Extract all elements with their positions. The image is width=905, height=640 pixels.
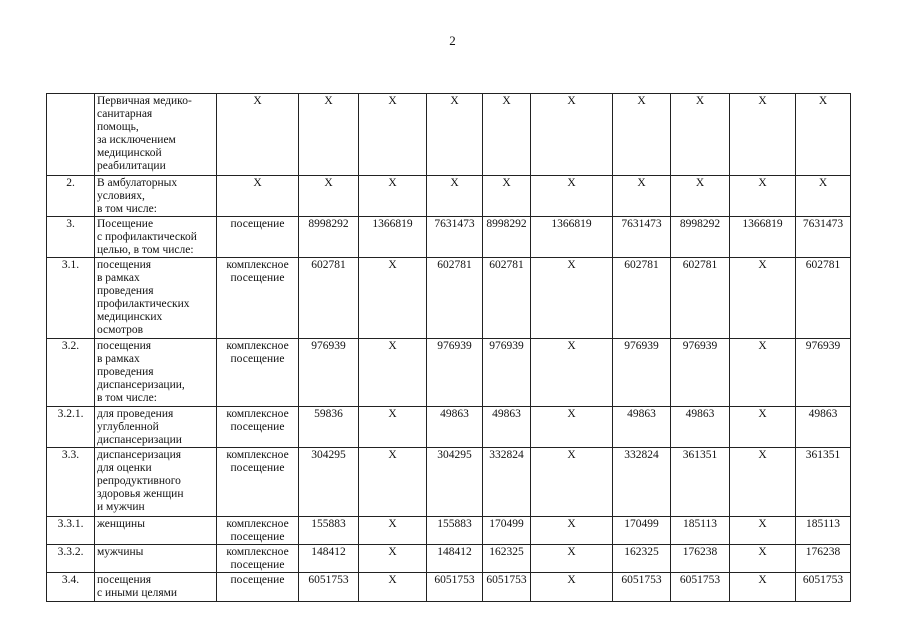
value-cell: 602781: [299, 258, 359, 339]
row-number: 2.: [47, 176, 95, 217]
table-row: [47, 217, 851, 258]
value-cell: 361351: [796, 448, 851, 517]
value-cell: 162325: [613, 545, 671, 573]
value-cell: Х: [531, 258, 613, 339]
value-cell: Х: [359, 407, 427, 448]
value-cell: Х: [359, 517, 427, 545]
row-number: 3.3.: [47, 448, 95, 517]
table-row: [47, 176, 851, 217]
value-cell: 602781: [483, 258, 531, 339]
value-cell: 148412: [299, 545, 359, 573]
row-name: посещения в рамках проведения диспансеризации, в том числе:: [95, 339, 217, 407]
value-cell: 49863: [796, 407, 851, 448]
value-cell: 6051753: [671, 573, 730, 602]
value-cell: 49863: [427, 407, 483, 448]
value-cell: Х: [531, 448, 613, 517]
value-cell: 6051753: [483, 573, 531, 602]
row-number: 3.4.: [47, 573, 95, 602]
row-name: диспансеризация для оценки репродуктивного здоровья женщин и мужчин: [95, 448, 217, 517]
table-row: [47, 517, 851, 545]
value-cell: 170499: [613, 517, 671, 545]
value-cell: Х: [671, 94, 730, 176]
row-number: 3.3.1.: [47, 517, 95, 545]
value-cell: 6051753: [796, 573, 851, 602]
row-name: для проведения углубленной диспансеризации: [95, 407, 217, 448]
row-number: 3.2.1.: [47, 407, 95, 448]
value-cell: 155883: [299, 517, 359, 545]
value-cell: Х: [730, 517, 796, 545]
value-cell: 185113: [671, 517, 730, 545]
value-cell: 6051753: [613, 573, 671, 602]
value-cell: Х: [730, 94, 796, 176]
value-cell: 332824: [483, 448, 531, 517]
value-cell: 49863: [613, 407, 671, 448]
value-cell: Х: [531, 517, 613, 545]
value-cell: 8998292: [483, 217, 531, 258]
value-cell: Х: [427, 94, 483, 176]
row-number: 3.2.: [47, 339, 95, 407]
table-row: [47, 94, 851, 176]
value-cell: 176238: [671, 545, 730, 573]
value-cell: Х: [730, 448, 796, 517]
value-cell: 976939: [613, 339, 671, 407]
value-cell: Х: [483, 94, 531, 176]
value-cell: 976939: [483, 339, 531, 407]
value-cell: Х: [730, 573, 796, 602]
value-cell: Х: [730, 176, 796, 217]
value-cell: 976939: [796, 339, 851, 407]
value-cell: Х: [531, 94, 613, 176]
value-cell: 332824: [613, 448, 671, 517]
value-cell: Х: [613, 94, 671, 176]
value-cell: Х: [427, 176, 483, 217]
data-table: [46, 93, 851, 602]
unit-cell: Х: [217, 176, 299, 217]
value-cell: Х: [359, 573, 427, 602]
value-cell: 59836: [299, 407, 359, 448]
value-cell: 148412: [427, 545, 483, 573]
unit-cell: комплексное посещение: [217, 407, 299, 448]
value-cell: Х: [359, 258, 427, 339]
value-cell: Х: [796, 94, 851, 176]
value-cell: 602781: [796, 258, 851, 339]
value-cell: 185113: [796, 517, 851, 545]
table-row: [47, 448, 851, 517]
table-row: [47, 545, 851, 573]
table-row: [47, 407, 851, 448]
unit-cell: посещение: [217, 217, 299, 258]
unit-cell: комплексное посещение: [217, 339, 299, 407]
value-cell: 170499: [483, 517, 531, 545]
value-cell: 976939: [427, 339, 483, 407]
value-cell: Х: [531, 176, 613, 217]
value-cell: 49863: [671, 407, 730, 448]
value-cell: 7631473: [427, 217, 483, 258]
value-cell: 49863: [483, 407, 531, 448]
value-cell: Х: [531, 407, 613, 448]
value-cell: 1366819: [730, 217, 796, 258]
unit-cell: комплексное посещение: [217, 258, 299, 339]
value-cell: Х: [359, 94, 427, 176]
row-number: 3.: [47, 217, 95, 258]
table-row: [47, 258, 851, 339]
row-number: 3.3.2.: [47, 545, 95, 573]
value-cell: Х: [671, 176, 730, 217]
unit-cell: Х: [217, 94, 299, 176]
table-body: [47, 94, 851, 602]
value-cell: 6051753: [427, 573, 483, 602]
unit-cell: комплексное посещение: [217, 545, 299, 573]
value-cell: 602781: [671, 258, 730, 339]
value-cell: 976939: [671, 339, 730, 407]
value-cell: 7631473: [613, 217, 671, 258]
row-name: В амбулаторных условиях, в том числе:: [95, 176, 217, 217]
page-number: 2: [449, 33, 456, 48]
row-name: посещения с иными целями: [95, 573, 217, 602]
value-cell: Х: [531, 573, 613, 602]
unit-cell: комплексное посещение: [217, 448, 299, 517]
value-cell: 8998292: [299, 217, 359, 258]
value-cell: Х: [359, 448, 427, 517]
table-row: [47, 573, 851, 602]
value-cell: Х: [359, 176, 427, 217]
value-cell: 602781: [427, 258, 483, 339]
value-cell: Х: [730, 339, 796, 407]
value-cell: 8998292: [671, 217, 730, 258]
row-number: [47, 94, 95, 176]
value-cell: Х: [730, 258, 796, 339]
value-cell: 304295: [299, 448, 359, 517]
value-cell: Х: [730, 545, 796, 573]
value-cell: 155883: [427, 517, 483, 545]
table-row: [47, 339, 851, 407]
row-name: Посещение с профилактической целью, в том числе:: [95, 217, 217, 258]
value-cell: Х: [613, 176, 671, 217]
row-name: Первичная медико- санитарная помощь, за исключением медицинской реабилитации: [95, 94, 217, 176]
value-cell: Х: [531, 545, 613, 573]
value-cell: Х: [730, 407, 796, 448]
value-cell: 304295: [427, 448, 483, 517]
value-cell: Х: [796, 176, 851, 217]
value-cell: 361351: [671, 448, 730, 517]
value-cell: 162325: [483, 545, 531, 573]
row-name: женщины: [95, 517, 217, 545]
value-cell: 1366819: [531, 217, 613, 258]
value-cell: 6051753: [299, 573, 359, 602]
value-cell: Х: [483, 176, 531, 217]
row-name: мужчины: [95, 545, 217, 573]
value-cell: 602781: [613, 258, 671, 339]
value-cell: 7631473: [796, 217, 851, 258]
value-cell: 176238: [796, 545, 851, 573]
unit-cell: комплексное посещение: [217, 517, 299, 545]
value-cell: Х: [359, 339, 427, 407]
unit-cell: посещение: [217, 573, 299, 602]
value-cell: Х: [359, 545, 427, 573]
value-cell: 1366819: [359, 217, 427, 258]
value-cell: 976939: [299, 339, 359, 407]
row-number: 3.1.: [47, 258, 95, 339]
value-cell: Х: [299, 94, 359, 176]
value-cell: Х: [299, 176, 359, 217]
row-name: посещения в рамках проведения профилактических медицинских осмотров: [95, 258, 217, 339]
value-cell: Х: [531, 339, 613, 407]
